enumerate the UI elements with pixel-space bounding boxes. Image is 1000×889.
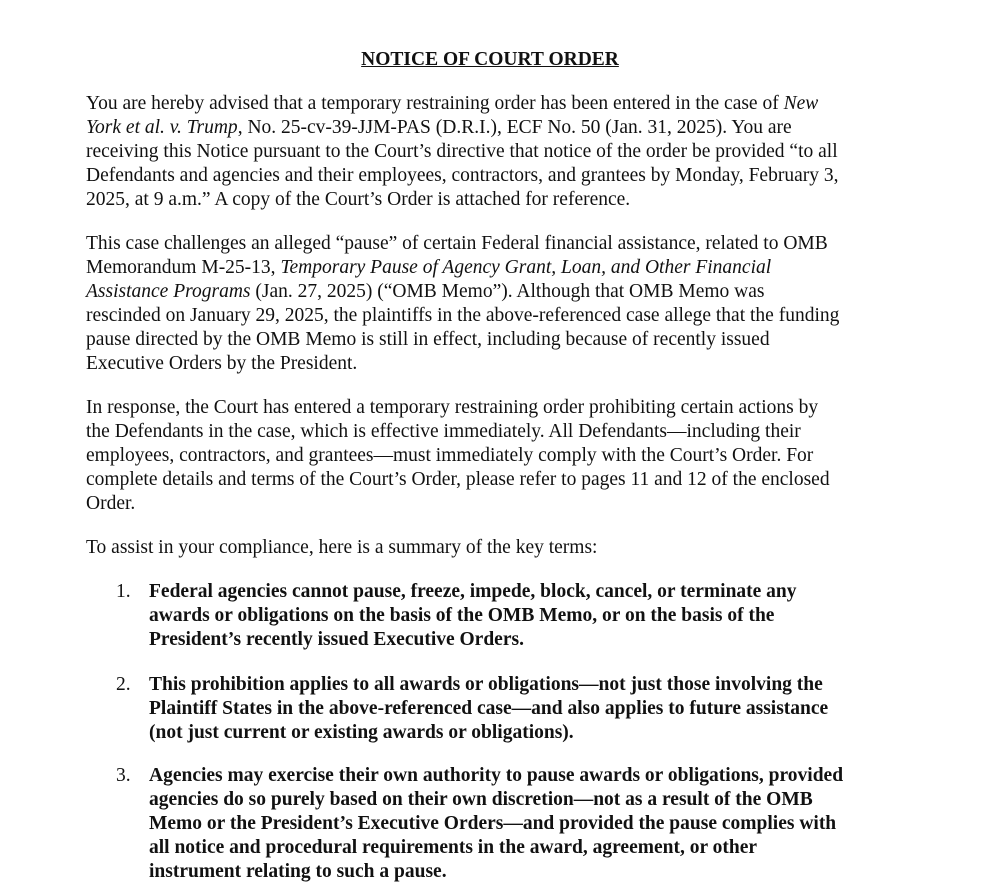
list-item-line: instrument relating to such a pause. bbox=[149, 861, 447, 882]
paragraph-line bbox=[86, 280, 892, 304]
list-item-number: 1. bbox=[116, 581, 131, 602]
paragraph-line: pause directed by the OMB Memo is still in effect, including because of recently issued bbox=[86, 329, 770, 350]
list-item-number: 3. bbox=[116, 765, 131, 786]
paragraph-line: employees, contractors, and grantees—must immediately comply with the Court’s Order. For bbox=[86, 445, 814, 466]
paragraph-line: 2025, at 9 a.m.” A copy of the Court’s Order is attached for reference. bbox=[86, 189, 631, 210]
list-item-line: agencies do so purely based on their own discretion—not as a result of the OMB bbox=[149, 789, 813, 810]
list-item-line: Plaintiff States in the above-referenced case—and also applies to future assistance bbox=[149, 698, 829, 719]
list-item-line: Memo or the President’s Executive Orders—and provided the pause complies with bbox=[149, 813, 837, 834]
paragraph-line: Executive Orders by the President. bbox=[86, 353, 358, 374]
memo-title-italic: Assistance Programs bbox=[86, 281, 251, 302]
paragraph-line: In response, the Court has entered a temporary restraining order prohibiting certain actions by bbox=[86, 397, 819, 418]
paragraph-line: Order. bbox=[86, 493, 136, 514]
list-item-line: all notice and procedural requirements in the award, agreement, or other bbox=[149, 837, 758, 858]
text-run: Memorandum M-25-13, bbox=[86, 257, 281, 278]
paragraph-line bbox=[86, 256, 892, 280]
list-item-line: This prohibition applies to all awards or obligations—not just those involving the bbox=[149, 674, 823, 695]
paragraph-notice bbox=[86, 92, 892, 212]
paragraph-line: rescinded on January 29, 2025, the plaintiffs in the above-referenced case allege that the funding bbox=[86, 305, 840, 326]
paragraph-case-background bbox=[86, 232, 892, 376]
paragraph-court-response bbox=[86, 396, 892, 516]
list-item-line: Agencies may exercise their own authority to pause awards or obligations, provided bbox=[149, 765, 844, 786]
list-item-text bbox=[149, 673, 906, 745]
list-item-line: (not just current or existing awards or obligations). bbox=[149, 722, 574, 743]
list-item-line: Federal agencies cannot pause, freeze, impede, block, cancel, or terminate any bbox=[149, 581, 797, 602]
paragraph-summary-intro bbox=[86, 536, 892, 560]
paragraph-line: This case challenges an alleged “pause” of certain Federal financial assistance, related to OMB bbox=[86, 233, 828, 254]
list-item bbox=[116, 764, 906, 884]
text-run: (Jan. 27, 2025) (“OMB Memo”). Although that OMB Memo was bbox=[250, 281, 765, 302]
paragraph-line: receiving this Notice pursuant to the Court’s directive that notice of the order be provided “to all bbox=[86, 141, 838, 162]
list-item-text bbox=[149, 580, 906, 652]
paragraph-line: To assist in your compliance, here is a summary of the key terms: bbox=[86, 537, 598, 558]
list-item-line: awards or obligations on the basis of the OMB Memo, or on the basis of the bbox=[149, 605, 775, 626]
paragraph-line bbox=[86, 116, 892, 140]
list-item bbox=[116, 673, 906, 745]
list-item-line: President’s recently issued Executive Orders. bbox=[149, 629, 524, 650]
document-title: NOTICE OF COURT ORDER bbox=[361, 49, 619, 70]
list-item-text bbox=[149, 764, 906, 884]
list-item-number: 2. bbox=[116, 674, 131, 695]
text-run: You are hereby advised that a temporary restraining order has been entered in the case of bbox=[86, 93, 784, 114]
memo-title-italic: Temporary Pause of Agency Grant, Loan, and Other Financial bbox=[280, 257, 772, 278]
list-item bbox=[116, 580, 906, 652]
text-run: , No. 25-cv-39-JJM-PAS (D.R.I.), ECF No. 50 (Jan. 31, 2025). You are bbox=[237, 117, 792, 138]
paragraph-line bbox=[86, 92, 892, 116]
paragraph-line: the Defendants in the case, which is effective immediately. All Defendants—including their bbox=[86, 421, 801, 442]
case-name-italic: New bbox=[783, 93, 819, 114]
paragraph-line: complete details and terms of the Court’s Order, please refer to pages 11 and 12 of the enclosed bbox=[86, 469, 830, 490]
case-name-italic: York et al. v. Trump bbox=[86, 117, 238, 138]
paragraph-line: Defendants and agencies and their employees, contractors, and grantees by Monday, February 3, bbox=[86, 165, 839, 186]
